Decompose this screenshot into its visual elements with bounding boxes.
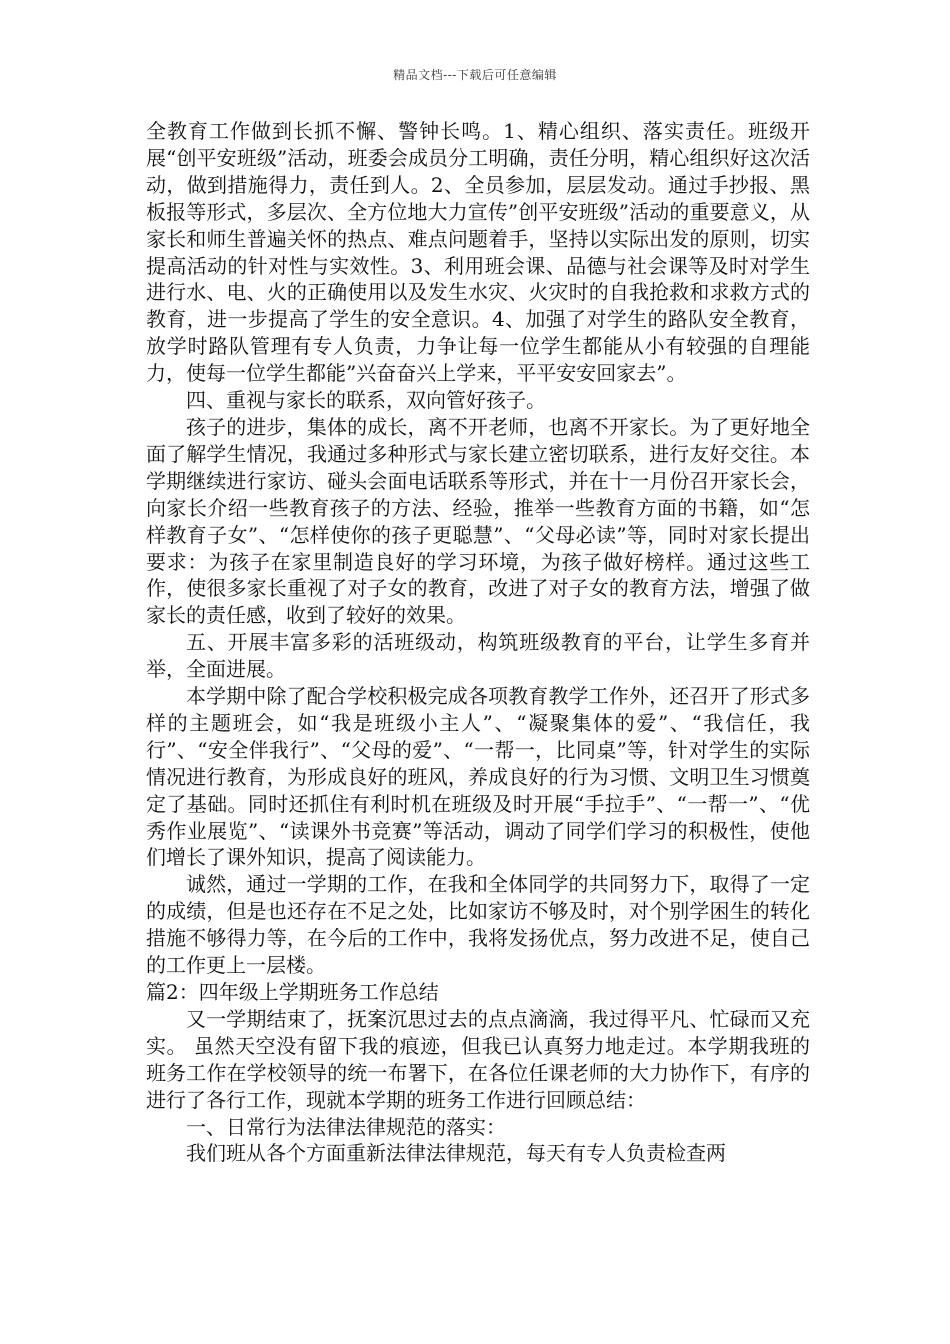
paragraph-conclusion: 诚然，通过一学期的工作，在我和全体同学的共同努力下，取得了一定的成绩，但是也还存在不足之处，比如家访不够及时，对个别学困生的转化措施不够得力等，在今后的工作中，我将发扬优点，努力改进不足，使自己的工作更上一层楼。 — [146, 872, 810, 978]
paragraph-safety-education: 全教育工作做到长抓不懈、警钟长鸣。1、精心组织、落实责任。班级开展“创平安班级”活动，班委会成员分工明确，责任分明，精心组织好这次活动，做到措施得力，责任到人。2、全员参加，层层发动。通过手抄报、黑板报等形式，多层次、全方位地大力宣传”创平安班级”活动的重要意义，从家长和师生普遍关怀的热点、难点问题着手，坚持以实际出发的原则，切实提高活动的针对性与实效性。3、利用班会课、品德与社会课等及时对学生进行水、电、火的正确使用以及发生水灾、火灾时的自我抢救和求救方式的教育，进一步提高了学生的安全意识。4、加强了对学生的路队安全教育，放学时路队管理有专人负责，力争让每一位学生都能从小有较强的自理能力，使每一位学生都能”兴奋奋兴上学来，平平安安回家去”。 — [146, 119, 810, 386]
paragraph-parent-contact: 孩子的进步，集体的成长，离不开老师，也离不开家长。为了更好地全面了解学生情况，我通过多种形式与家长建立密切联系，进行友好交往。本学期继续进行家访、碰头会面电话联系等形式，并在十一月份召开家长会，向家长介绍一些教育孩子的方法、经验，推举一些教育方面的书籍，如“怎样教育子女”、“怎样使你的孩子更聪慧”、“父母必读”等，同时对家长提出要求：为孩子在家里制造良好的学习环境，为孩子做好榜样。通过这些工作，使很多家长重视了对子女的教育，改进了对子女的教育方法，增强了做家长的责任感，收到了较好的效果。 — [146, 414, 810, 628]
article-title-part-2: 篇2：四年级上学期班务工作总结 — [146, 980, 439, 1004]
page-header: 精品文档---下载后可任意编辑 — [393, 68, 557, 82]
section-heading-daily-behavior: 一、日常行为法律法律规范的落实： — [186, 1114, 506, 1139]
section-heading-class-activities: 五、开展丰富多彩的活班级动，构筑班级教育的平台，让学生多育并举，全面进展。 — [146, 630, 810, 682]
document-body — [146, 118, 810, 1167]
paragraph-daily-behavior: 我们班从各个方面重新法律法律规范，每天有专人负责检查两 — [186, 1141, 726, 1166]
paragraph-class-activities: 本学期中除了配合学校积极完成各项教育教学工作外，还召开了形式多样的主题班会，如“我是班级小主人”、“凝聚集体的爱”、“我信任，我行”、“安全伴我行”、“父母的爱”、“一帮一，比同桌”等，针对学生的实际情况进行教育，为形成良好的班风，养成良好的行为习惯、文明卫生习惯奠定了基础。同时还抓住有利时机在班级及时开展“手拉手”、“一帮一”、“优秀作业展览”、“读课外书竞赛”等活动，调动了同学们学习的积极性，使他们增长了课外知识，提高了阅读能力。 — [146, 684, 810, 870]
section-heading-parent-contact: 四、重视与家长的联系，双向管好孩子。 — [186, 388, 546, 413]
paragraph-intro-part-2: 又一学期结束了，抚案沉思过去的点点滴滴，我过得平凡、忙碌而又充实。 虽然天空没有留下我的痕迹，但我已认真努力地走过。本学期我班的班务工作在学校领导的统一布署下，在各位任课老师的大力协作下，有序的进行了各行工作，现就本学期的班务工作进行回顾总结： — [146, 1006, 810, 1112]
